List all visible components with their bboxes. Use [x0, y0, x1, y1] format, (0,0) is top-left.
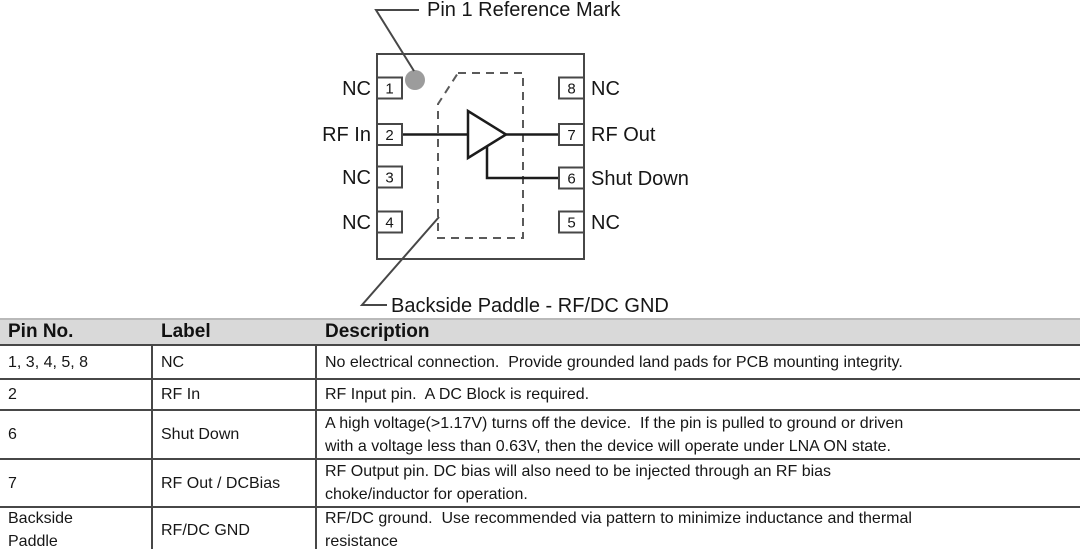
cell-pin-no: 6: [0, 411, 153, 458]
cell-description: RF Output pin. DC bias will also need to be injected through an RF bias choke/inductor for operation.: [325, 463, 832, 503]
pin-label-nc-1: NC: [342, 78, 371, 100]
cell-description: RF Input pin. A DC Block is required.: [325, 386, 590, 403]
cell-description: No electrical connection. Provide grounded land pads for PCB mounting integrity.: [325, 353, 903, 371]
cell-label: NC: [153, 346, 317, 378]
cell-pin-no: 2: [0, 380, 153, 409]
pin-label-nc-4: NC: [342, 212, 371, 234]
cell-pin-no: Backside Paddle: [0, 508, 153, 549]
pin-number-6: 6: [567, 170, 576, 188]
pin-label-rf-out: RF Out: [591, 124, 656, 146]
cell-label: RF Out / DCBias: [153, 460, 317, 506]
pin-number-3: 3: [385, 169, 394, 187]
pin-number-2: 2: [385, 127, 394, 144]
cell-description: A high voltage(>1.17V) turns off the device. If the pin is pulled to ground or driven with a voltage less than 0.63V, then the device will operate under LNA ON state.: [325, 414, 904, 455]
table-header-row: [0, 318, 1080, 344]
pin-label-shut-down: Shut Down: [591, 168, 689, 190]
backside-paddle-outline: [438, 73, 523, 238]
pin-description-table: [0, 318, 1080, 549]
table-row: [0, 506, 1080, 549]
header-label: Label: [161, 321, 211, 342]
pin-number-1: 1: [385, 80, 394, 98]
pin-label-nc-3: NC: [342, 167, 371, 189]
table-row: [0, 458, 1080, 506]
header-pin-no: Pin No.: [8, 321, 74, 342]
table-row: [0, 409, 1080, 458]
backside-paddle-label: Backside Paddle - RF/DC GND: [391, 295, 669, 317]
pin-number-4: 4: [385, 214, 394, 232]
cell-label: RF/DC GND: [153, 508, 317, 549]
cell-label: RF In: [153, 380, 317, 409]
cell-description: RF/DC ground. Use recommended via pattern to minimize inductance and thermal resistance: [325, 510, 912, 549]
pin-label-rf-in: RF In: [322, 124, 371, 146]
pin-label-nc-5: NC: [591, 212, 620, 234]
header-description: Description: [325, 321, 430, 342]
pin-label-nc-8: NC: [591, 78, 620, 100]
pin-number-5: 5: [567, 214, 576, 232]
cell-pin-no: 7: [0, 460, 153, 506]
pin-number-7: 7: [567, 127, 576, 144]
cell-label: Shut Down: [153, 411, 317, 458]
pin1-reference-leader-line: [376, 10, 419, 71]
pin1-reference-label: Pin 1 Reference Mark: [427, 0, 621, 21]
table-row: [0, 378, 1080, 409]
table-row: [0, 344, 1080, 378]
cell-pin-no: 1, 3, 4, 5, 8: [0, 346, 153, 378]
pin1-reference-dot: [405, 70, 425, 90]
pin-number-8: 8: [567, 80, 576, 98]
